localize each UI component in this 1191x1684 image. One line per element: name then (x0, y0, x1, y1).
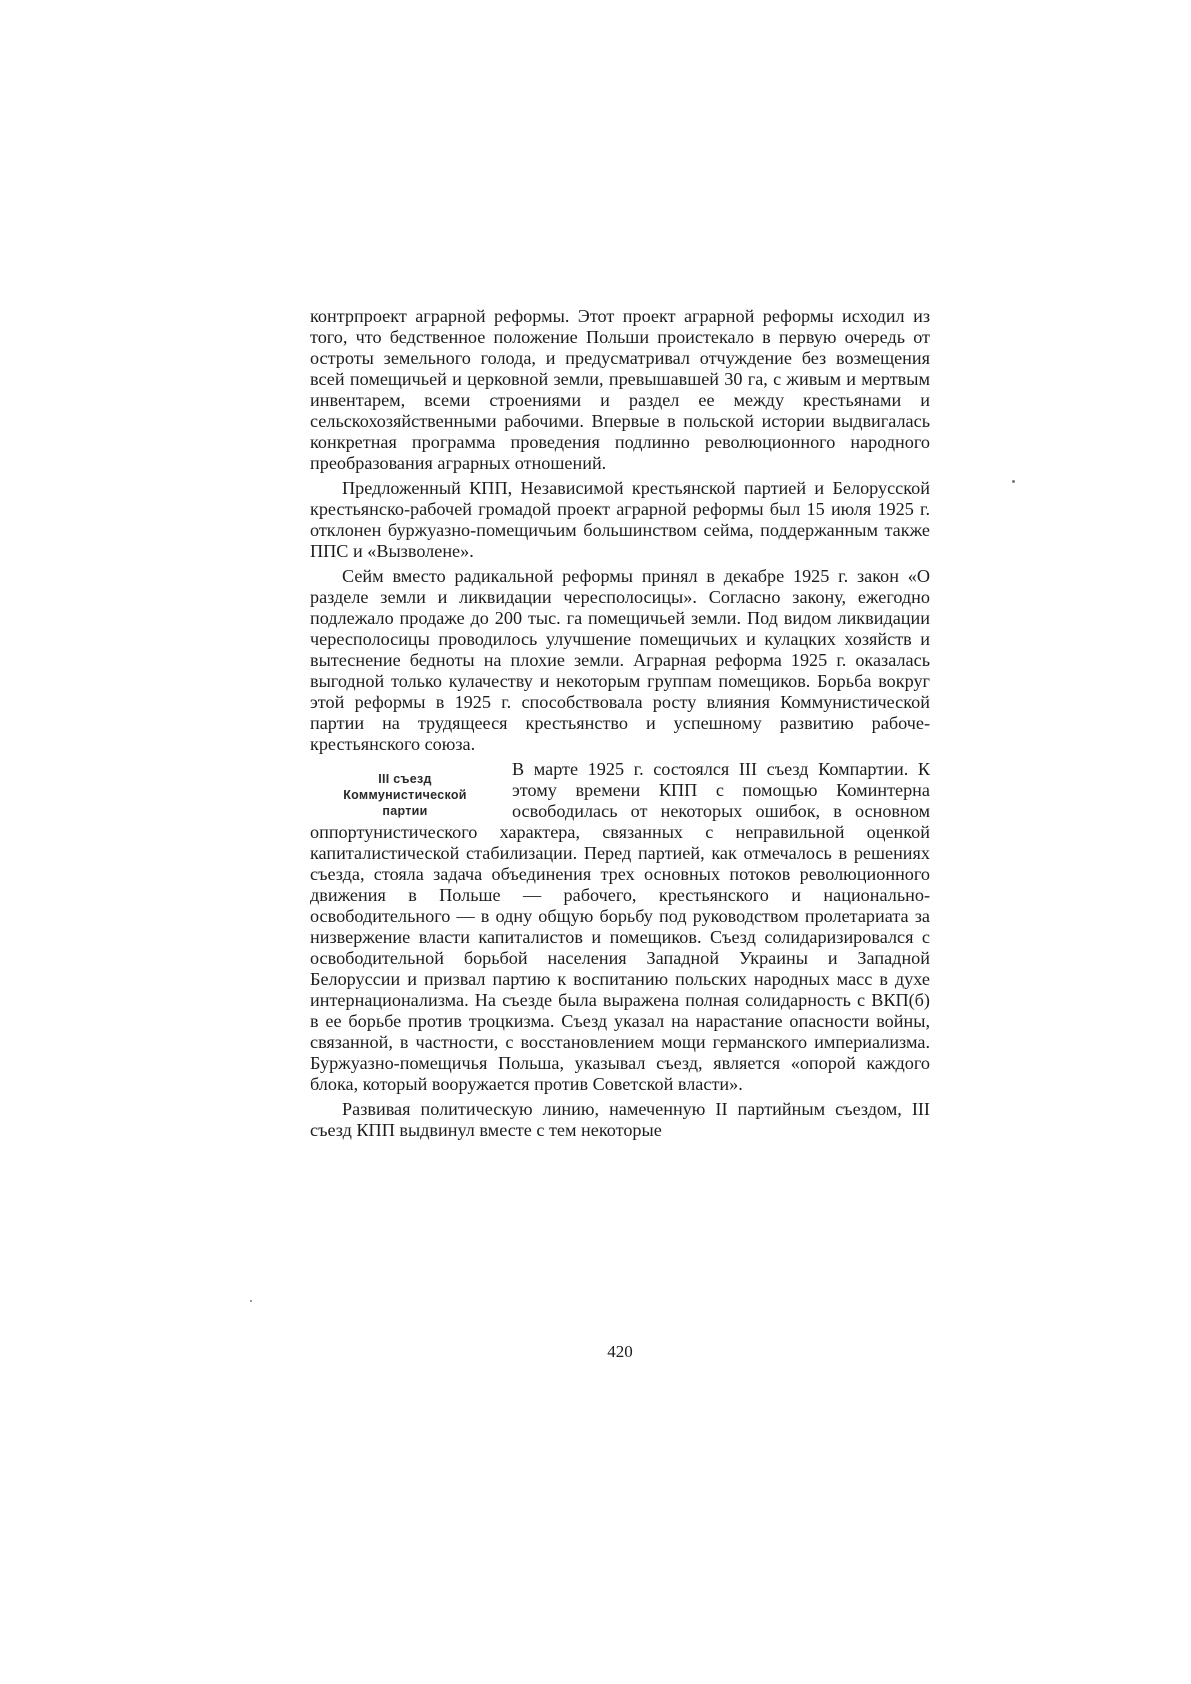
paragraph-third-congress: В марте 1925 г. состоялся III съезд Компартии. К этому времени КПП с помощью Коминтерна освободилась от некоторых ошибок, в основном оппортунистического характера, связанных с неправильной оценкой капиталистической стабилизации. Перед партией, как отмечалось в решениях съезда, стояла задача объединения трех основных потоков революционного движения в Польше — рабочего, крестьянского и национально-освободительного — в одну общую борьбу под руководством пролетариата за низвержение власти капиталистов и помещиков. Съезд солидаризировался с освободительной борьбой населения Западной Украины и Западной Белоруссии и призвал партию к воспитанию польских народных масс в духе интернационализма. На съезде была выражена полная солидарность с ВКП(б) в ее борьбе против троцкизма. Съезд указал на нарастание опасности войны, связанной, в частности, с восстановлением мощи германского империализма. Буржуазно-помещичья Польша, указывал съезд, является «опорой каждого блока, который вооружается против Советской власти». (310, 759, 930, 1094)
paragraph-agrarian-counterproject: контрпроект аграрной реформы. Этот проект аграрной реформы исходил из того, что бедственное положение Польши проистекало в первую очередь от остроты земельного голода, и предусматривал отчуждение без возмещения всей помещичьей и церковной земли, превышавшей 30 га, с живым и мертвым инвентарем, всеми строениями и раздел ее между крестьянами и сельскохозяйственными рабочими. Впервые в польской истории выдвигалась конкретная программа проведения подлинно революционного народного преобразования аграрных отношений. (310, 306, 930, 473)
paragraph-reform-rejected: Предложенный КПП, Независимой крестьянской партией и Белорусской крестьянско-рабочей громадой проект аграрной реформы был 15 июля 1925 г. отклонен буржуазно-помещичьим большинством сейма, поддержанным также ППС и «Вызволене». (310, 478, 930, 561)
scan-speck (1012, 480, 1015, 483)
book-page (310, 306, 930, 1366)
paragraph-continuation: Развивая политическую линию, намеченную II партийным съездом, III съезд КПП выдвинул вместе с тем некоторые (310, 1099, 930, 1140)
third-congress-section (310, 759, 930, 1095)
page-number: 420 (607, 1342, 633, 1361)
margin-heading-line: III съезд (378, 772, 432, 786)
margin-heading-line: Коммунистической (343, 788, 467, 802)
margin-heading (310, 771, 500, 819)
margin-heading-line: партии (382, 804, 428, 818)
scan-speck (250, 1300, 252, 1302)
paragraph-sejm-law: Сейм вместо радикальной реформы принял в декабре 1925 г. закон «О разделе земли и ликвидации чересполосицы». Согласно закону, ежегодно подлежало продаже до 200 тыс. га помещичьей земли. Под видом ликвидации чересполосицы проводилось улучшение помещичьих и кулацких хозяйств и вытеснение бедноты на плохие земли. Аграрная реформа 1925 г. оказалась выгодной только кулачеству и некоторым группам помещиков. Борьба вокруг этой реформы в 1925 г. способствовала росту влияния Коммунистической партии на трудящееся крестьянство и успешному развитию рабоче-крестьянского союза. (310, 566, 930, 754)
